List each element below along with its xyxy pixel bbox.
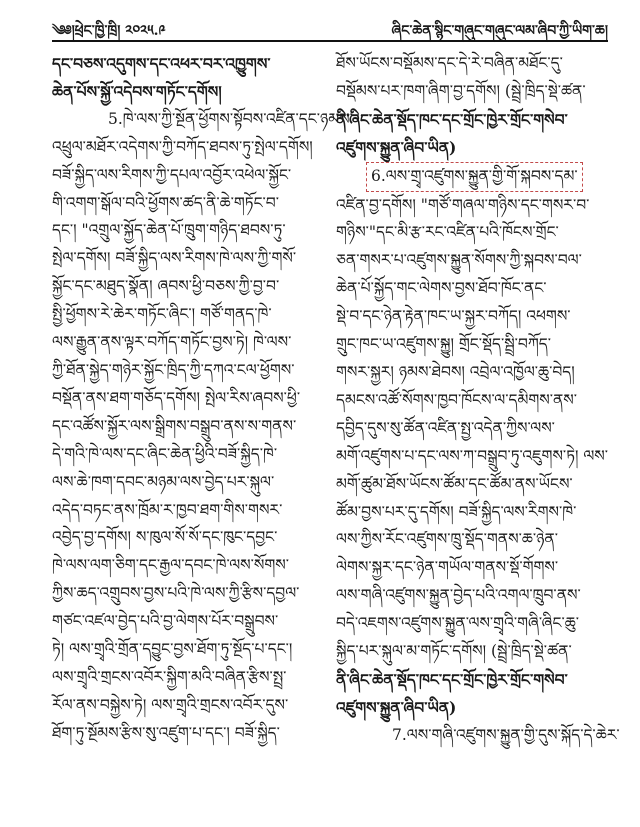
text-line: ཏེ། ལས་གྲྭའི་གྲོན་དབྱུང་བྱས་ཐོག་ཏུ་སྔོད་པ་དང་།	[52, 640, 293, 659]
text-line: ལས་རྒྱུན་ནས་ལྟར་བཀོད་གཏོང་བྱས་ཏེ། ཁེ་ལས་	[52, 333, 292, 352]
text-line: ཆེན་པོ་སྐྱོད་གང་ལེགས་བྱས་ཐོབ་ཁོང་ནང་	[336, 279, 547, 298]
text-line: བསྡོན་ནས་ཐག་གཅོད་དགོས། སྤེལ་རིས་ཞབས་ཕྱི་	[52, 388, 301, 407]
text-line: སྐྱིད་པར་སྐུལ་མ་གཏོང་དགོས། (སྦྲེ་ཁྲིད་སྡེ་ཚན་	[336, 642, 572, 661]
text-line: ཀྱིས་ཆད་འགྲུབས་བྱས་པའི་ཁེ་ལས་ཀྱི་རྩིས་དབྱལ་	[52, 584, 300, 603]
text-line: འཕྲུལ་མཐོར་འདེགས་ཀྱི་བཀོད་ཐབས་ཏུ་སྤེལ་དགོས།	[52, 137, 313, 156]
journal-issue: ༄༅།ཕྲེང་ཁྱི་ཁྲི། ༢༠༢༥.༩	[52, 23, 166, 39]
header-rule	[52, 40, 608, 42]
text-line: བདེ་འཇགས་འཛུགས་སྐྱུན་ལས་གྲྭའི་གཞི་ཞིང་ཆུ་	[336, 614, 580, 633]
text-line: འདེད་བཏང་ནས་ཁྲོམ་ར་ཁྱབ་ཐག་གིས་གསར་	[52, 500, 283, 519]
text-line: དང་བཅས་འདུགས་དང་འཕར་བར་འཁྱུགས་	[52, 54, 271, 73]
text-line: མགོ་འཛུགས་པ་དང་ལས་ཀ་བསྒྲུབ་ཏུ་འཇུགས་ཏེ། ལས་	[336, 446, 609, 465]
text-line: ལས་གྲྭའི་གྲངས་འབོར་སྐྱིག་མའི་བཞིན་རྩིས་སྤྲ་	[52, 667, 287, 686]
right-column	[336, 50, 620, 750]
document-title: ཞིང་ཆེན་སྙིང་གཞུང་གཞུང་ལམ་ཞིབ་ཀྱི་ཡིག་ཆ།	[391, 23, 608, 39]
text-line: ཐོས་ཡོངས་བསྡོམས་དང་དེ་རེ་བཞིན་མཐོང་དུ་	[336, 54, 563, 72]
text-line: གསར་སྐྱར། ཉམས་ཐེབས། འབྲེལ་འཁྱོལ་ཆུ་བེད།	[336, 362, 575, 381]
left-column	[52, 50, 353, 748]
text-line: 7.ལས་གཞི་འཛུགས་སྐྱུན་གྱི་དུས་སྐོད་དེ་ཆེར་	[392, 725, 620, 744]
text-line: ལས་གཞི་འཛུགས་སྐྱུན་བྱེད་པའི་འགལ་ཁྲུབ་ནས་	[336, 586, 581, 605]
text-line: ལས་ཀྱིས་རོང་འཛུགས་ཁྲུ་སྡོད་གནས་ཆ་ཉེན་	[336, 530, 559, 549]
text-line: ཆེན་པོས་སྐྱོ་འདེབས་གཏོང་དགོས།	[52, 81, 222, 101]
text-line: གྲུང་ཁང་ཡ་འཛུགས་སྐྱུ། གྲོང་སྡོད་སྦྲི་བཀོད་	[336, 335, 551, 354]
text-line: འབྱེད་བྱ་དགོས། ས་ཁུལ་སོ་སོ་དང་ཁུང་དབྱང་	[52, 528, 278, 547]
text-line: དང་འཚོས་སྐྱོར་ལས་སྒྲིགས་བསྒྲུབ་ནས་ས་གནས་	[52, 416, 297, 435]
text-line: གཙང་འཛལ་བྱེད་པའི་བྱ་ལེགས་པོར་བསྒྲུབས་	[52, 612, 279, 631]
text-line: ཅན་གསར་པ་འཛུགས་སྐྱུན་སོགས་ཀྱི་སྐབས་བལ་	[336, 251, 582, 270]
text-line: ལས་ཆེ་ཁག་དབང་མཉམ་ལས་བྱེད་པར་སྐུལ་	[52, 472, 275, 491]
text-line: ཀྱི་ཐོན་སྐྱེད་གཉེར་སྐྱོང་ཁྲིད་ཀྱི་དཀའ་ངལ་ཕྱོགས་	[52, 360, 295, 379]
text-line: སྡེ་བ་དང་ཉེན་རྟེན་ཁང་ཡ་སྐྱར་བཀོད། འཕགས་	[336, 307, 571, 326]
text-line: བསྡོམས་པར་ཁག་ཞིག་བྱ་དགོས། (སྦྲེ་ཁྲིད་སྡེ་ཚན་	[336, 81, 586, 100]
text-line: ནི་ཞིང་ཆེན་སྡོད་ཁང་དང་གྲོང་ཁྱེར་གྲོང་གསེབ་	[336, 109, 568, 129]
text-line	[336, 162, 608, 192]
text-line: གི་འགག་སྒོལ་བའི་ཕྱོགས་ཚད་ནི་ཆེ་གཏོང་བ་	[52, 193, 279, 212]
section-heading: 6.ལས་གྲྭ་འཛུགས་སྐྱུན་གྱི་གོ་སྐབས་དམ་	[366, 162, 583, 192]
text-line: 5.ཁེ་ལས་ཀྱི་སྔོན་ཕྱོགས་སྟོབས་འཛིན་དང་ཉམས་	[108, 109, 353, 128]
text-line: དམངས་འཚོ་སོགས་ཁྱབ་ཁོངས་ལ་དམིགས་ནས་	[336, 390, 578, 409]
text-line: རོལ་ནས་བསྐྱེས་ཏེ། ལས་གྲྭའི་གྲངས་འབོར་དུས་	[52, 695, 289, 714]
text-line: ནི་ཞིང་ཆེན་སྡོད་ཁང་དང་གྲོང་ཁྱེར་གྲོང་གསེབ་	[336, 669, 568, 689]
text-line: དེ་གའི་ཁེ་ལས་དང་ཞིང་ཆེན་ཕྱིའི་བཟོ་སྐྱིད་ཁེ་	[52, 444, 278, 463]
page-header	[52, 10, 608, 38]
text-line: ལེགས་སྐྱར་དང་ཉེན་གཡོལ་གནས་སྡོ་གོགས་	[336, 558, 559, 577]
text-line: ཚོམ་བྱས་པར་དུ་དགོས། བཟོ་སྐྱིད་ལས་རིགས་ཁེ་	[336, 502, 577, 521]
text-line: བཟོ་སྐྱིད་ལས་རིགས་ཀྱི་དཔལ་འབྱོར་འཕེལ་སྐྱོང་	[52, 165, 292, 184]
text-line: འཛུགས་སྐྱུན་ཞིབ་ཡིན)	[336, 697, 457, 717]
text-line: མགོ་ཚུམ་ཐོས་ཡོངས་ཚོམ་དང་ཚོམ་ནས་ཡོངས་	[336, 474, 573, 493]
text-line: སྤེལ་དགོས། བཟོ་སྐྱིད་ལས་རིགས་ཁེ་ལས་ཀྱི་གསོ་	[52, 249, 297, 268]
text-line: དབྱིད་དུས་སུ་ཚོན་འཛིན་སྤྱ་འདེན་ཀྱིས་ལས་	[336, 418, 555, 437]
text-line: གཉིས་"དང་མི་རྩ་རང་འཛིན་པའི་ཁོངས་གྲོང་	[336, 223, 559, 242]
text-line: དང་། "འགྲུལ་སྐྱོད་ཆེན་པོ་ཁྲུག་གཉིད་ཐབས་ཏུ་	[52, 221, 286, 240]
text-line: སྐྱོང་དང་མཐུད་སྣོན། ཞབས་ཕྱི་བཅས་ཀྱི་བྱ་བ་	[52, 277, 280, 296]
text-line: སྤྱི་ཕྱོགས་རེ་ཆེར་གཏོང་ཞིང་། གཙོ་གནད་ཁེ་	[52, 305, 272, 324]
text-line: འཛིན་བྱ་དགོས། "གཙོ་གཞལ་གཉིས་དང་གསར་བ་	[336, 195, 590, 214]
text-line: ཁེ་ལས་ལག་ཅིག་དང་རྒྱལ་དབང་ཁེ་ལས་སོགས་	[52, 556, 289, 575]
text-line: འཛུགས་སྐྱུན་ཞིབ་ཡིན)	[336, 137, 457, 157]
text-line: ཐོག་ཏུ་སྔོམས་རྩིས་སུ་འཛུག་པ་དང་། བཟོ་སྐྱིད་	[52, 723, 280, 742]
